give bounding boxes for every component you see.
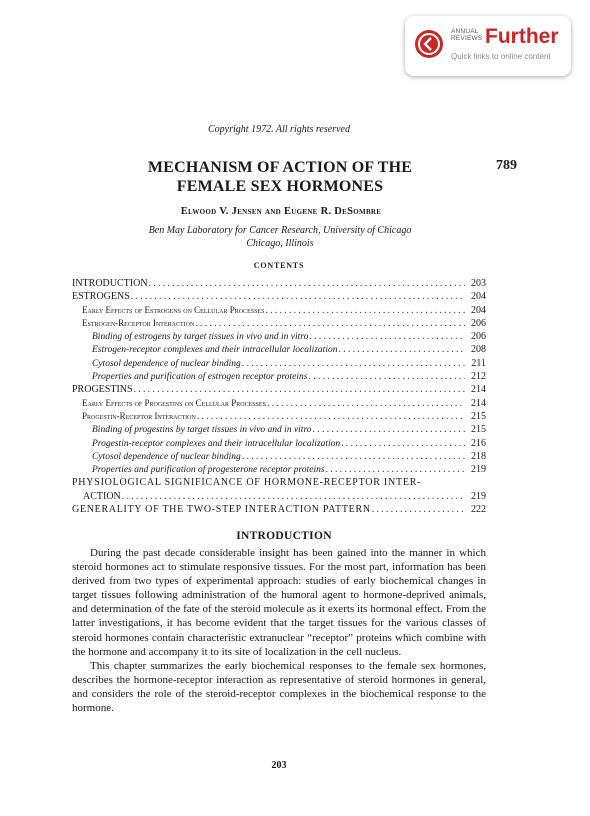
toc-entry-page: 212 — [471, 371, 486, 383]
toc-entry-page: 215 — [471, 410, 486, 422]
toc-entry-label: GENERALITY OF THE TWO-STEP INTERACTION PATTERN — [72, 504, 371, 516]
toc-entry-label: ESTROGENS — [72, 291, 130, 303]
toc-entry-label: Binding of estrogens by target tissues in vivo and in vitro — [92, 332, 309, 343]
authors: Elwood V. Jensen and Eugene R. DeSombre — [180, 206, 382, 217]
annual-reviews-logo-icon — [415, 30, 443, 58]
further-widget[interactable] — [405, 16, 571, 76]
toc-entry — [72, 503, 486, 516]
copyright-line: Copyright 1972. All rights reserved — [208, 124, 350, 135]
toc-entry-label: PROGESTINS — [72, 384, 133, 396]
toc-entry — [72, 343, 486, 356]
contents-heading: CONTENTS — [253, 261, 305, 270]
further-subtitle: Quick links to online content — [451, 52, 551, 61]
toc-entry-label: Progestin-receptor complexes and their intracellular localization — [92, 438, 341, 449]
toc-entry-label: Cytosol dependence of nuclear binding — [92, 358, 241, 369]
article-title: MECHANISM OF ACTION OF THE FEMALE SEX HORMONES — [147, 159, 413, 195]
toc-entry-page: 204 — [471, 304, 486, 316]
toc-entry — [72, 476, 486, 489]
page-number: 203 — [271, 760, 287, 771]
toc-entry-continued — [72, 490, 486, 503]
toc-entry — [72, 397, 486, 410]
toc-entry — [72, 330, 486, 343]
toc-entry — [72, 437, 486, 450]
toc-entry-label: Properties and purification of estrogen receptor proteins — [92, 372, 308, 383]
toc-entry-page: 214 — [471, 384, 486, 396]
toc-entry — [72, 277, 486, 290]
toc-entry-label: Progestin-Receptor Interaction — [82, 410, 196, 421]
toc-entry-label: Estrogen-receptor complexes and their intracellular localization — [92, 345, 338, 356]
brand-small-text: ANNUAL REVIEWS — [451, 28, 483, 42]
toc-entry-page: 219 — [471, 464, 486, 476]
toc-entry — [72, 423, 486, 436]
affiliation: Ben May Laboratory for Cancer Research, University of Chicago Chicago, Illinois — [148, 225, 412, 249]
toc-entry — [72, 370, 486, 383]
body-text — [72, 546, 486, 715]
toc-entry-label: ACTION — [83, 490, 121, 502]
toc-entry — [72, 357, 486, 370]
toc-entry-page: 215 — [471, 424, 486, 436]
toc-entry-page: 218 — [471, 450, 486, 462]
toc-entry-label: Estrogen-Receptor Interaction — [82, 317, 195, 328]
toc-entry-label: Binding of progestins by target tissues in vivo and in vitro — [92, 425, 312, 436]
toc-entry-page: 204 — [471, 291, 486, 303]
toc-entry-page: 203 — [471, 278, 486, 289]
toc-entry-page: 206 — [471, 331, 486, 343]
table-of-contents — [72, 277, 486, 516]
toc-entry-label: Early Effects of Progestins on Cellular Processes — [82, 397, 266, 408]
toc-entry-page: 208 — [471, 344, 486, 356]
toc-entry-label: Early Effects of Estrogens on Cellular Processes — [82, 304, 265, 315]
toc-entry-page: 216 — [471, 437, 486, 449]
toc-entry-label: Cytosol dependence of nuclear binding — [92, 451, 241, 462]
toc-entry — [72, 410, 486, 423]
toc-entry-page: 222 — [471, 504, 486, 516]
toc-entry — [72, 317, 486, 330]
toc-entry-label: INTRODUCTION — [72, 278, 148, 289]
section-heading: INTRODUCTION — [236, 530, 332, 542]
toc-entry — [72, 290, 486, 303]
toc-entry — [72, 383, 486, 396]
toc-entry — [72, 304, 486, 317]
toc-entry — [72, 463, 486, 476]
toc-entry-page: 211 — [471, 357, 486, 369]
toc-entry-label: PHYSIOLOGICAL SIGNIFICANCE OF HORMONE-RECEPTOR INTER- — [72, 477, 422, 489]
toc-entry-page: 219 — [471, 490, 486, 502]
further-label: Further — [485, 25, 559, 48]
journal-page-number: 789 — [496, 158, 517, 173]
toc-entry — [72, 450, 486, 463]
toc-entry-page: 214 — [471, 397, 486, 409]
paragraph: During the past decade considerable insight has been gained into the manner in which steroid hormones act to stimulate responsive tissues. For the most part, information has been derived from two types of experimental approach: studies of early biochemical changes in target tissues following administration of the humoral agent to hormone-deprived animals, and determination of the fate of the steroid molecule as it exerts its hormonal effect. From the latter investigations, it has become evident that the target tissues for the various classes of steroid hormones contain characteristic extranuclear “receptor” proteins which combine with the hormone and accompany it to its site of localization in the cell nucleus. — [72, 547, 486, 658]
toc-entry-label: Properties and purification of progesterone receptor proteins — [92, 465, 325, 476]
toc-entry-page: 206 — [471, 317, 486, 329]
paragraph: This chapter summarizes the early biochemical responses to the female sex hormones, describes the hormone-receptor interaction as representative of steroid hormones in general, and considers the role of the steroid-receptor complexes in the biochemical response to the hormone. — [72, 659, 486, 715]
